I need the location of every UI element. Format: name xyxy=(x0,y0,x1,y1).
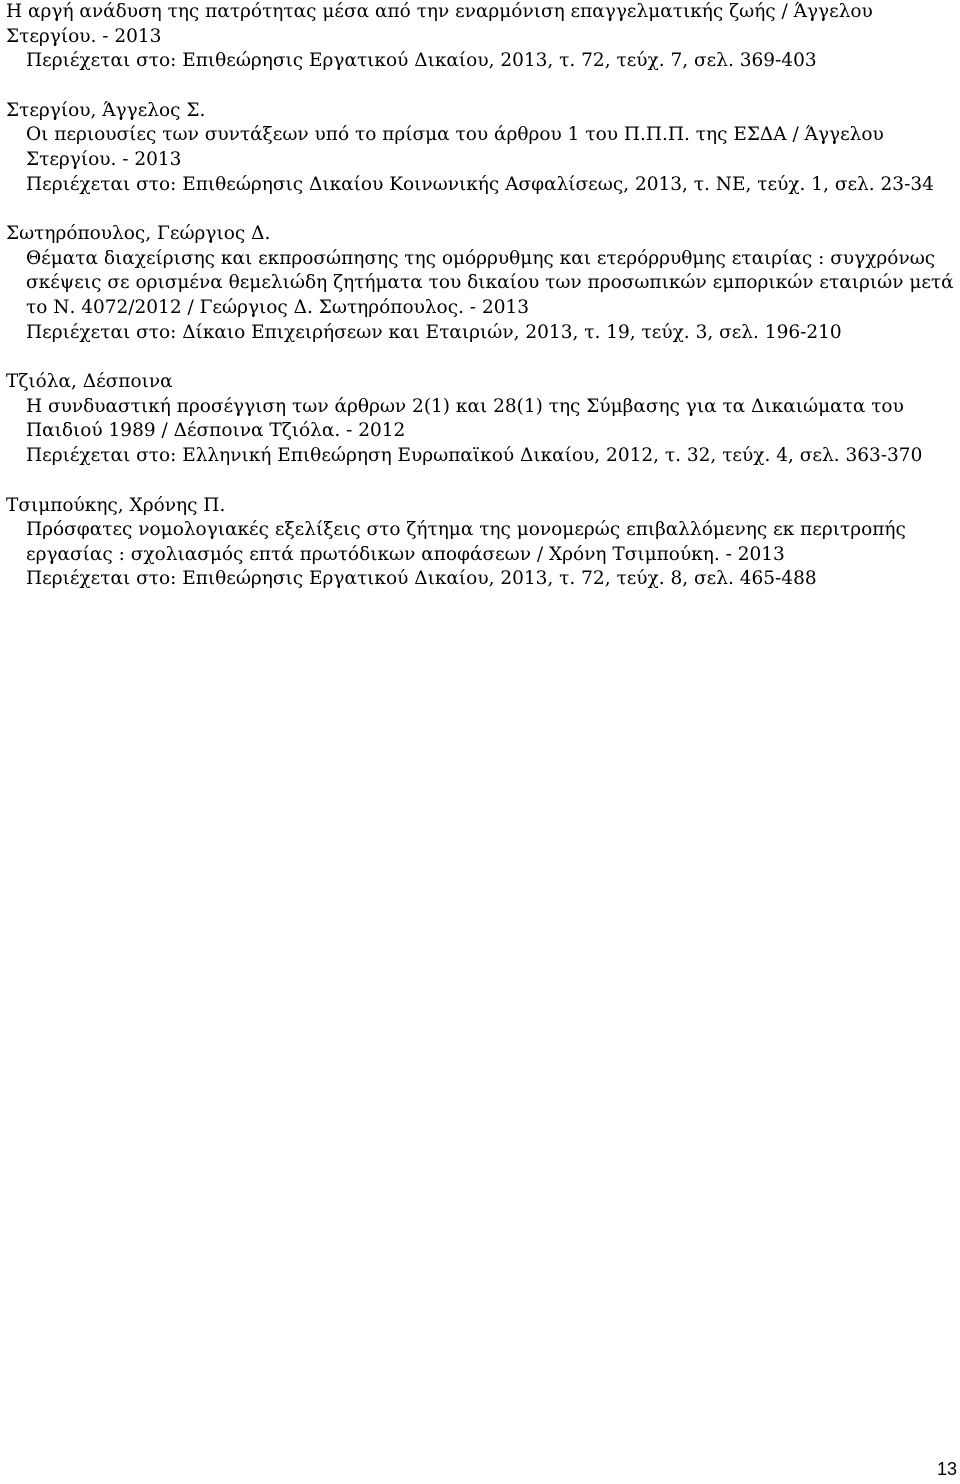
entry-source: Περιέχεται στο: Δίκαιο Επιχειρήσεων και Εταιριών, 2013, τ. 19, τεύχ. 3, σελ. 196-210 xyxy=(26,321,842,343)
bibliography-entry xyxy=(6,370,956,468)
bibliography-entry xyxy=(6,0,956,74)
bibliography-entry xyxy=(6,494,956,592)
entry-title: Θέματα διαχείρισης και εκπροσώπησης της ομόρρυθμης και ετερόρρυθμης εταιρίας : συγχρόνως σκέψεις σε ορισμένα θεμελιώδη ζητήματα του δικαίου των προσωπικών εμπορικών εταιριών μετά το Ν. 4072/2012 / Γεώργιος Δ. Σωτηρόπουλος. - 2013 xyxy=(26,247,954,318)
entry-source: Περιέχεται στο: Επιθεώρησις Εργατικού Δικαίου, 2013, τ. 72, τεύχ. 7, σελ. 369-403 xyxy=(26,50,817,72)
entry-source: Περιέχεται στο: Επιθεώρησις Εργατικού Δικαίου, 2013, τ. 72, τεύχ. 8, σελ. 465-488 xyxy=(26,568,817,590)
entry-author: Σωτηρόπουλος, Γεώργιος Δ. xyxy=(6,223,271,245)
bibliography-entry xyxy=(6,99,956,197)
entry-source: Περιέχεται στο: Επιθεώρησις Δικαίου Κοινωνικής Ασφαλίσεως, 2013, τ. ΝΕ, τεύχ. 1, σελ. 23-34 xyxy=(26,173,934,195)
entry-author: Τζιόλα, Δέσποινα xyxy=(6,371,173,393)
entry-title: Η συνδυαστική προσέγγιση των άρθρων 2(1) και 28(1) της Σύμβασης για τα Δικαιώματα του Παιδιού 1989 / Δέσποινα Τζιόλα. - 2012 xyxy=(26,395,904,442)
entry-title: Πρόσφατες νομολογιακές εξελίξεις στο ζήτημα της μονομερώς επιβαλλόμενης εκ περιτροπής εργασίας : σχολιασμός επτά πρωτόδικων αποφάσεων / Χρόνη Τσιμπούκη. - 2013 xyxy=(26,519,906,565)
bibliography-entry xyxy=(6,222,956,345)
page-number: 13 xyxy=(936,1459,957,1479)
entry-title: Οι περιουσίες των συντάξεων υπό το πρίσμα του άρθρου 1 του Π.Π.Π. της ΕΣΔΑ / Άγγελου Στεργίου. - 2013 xyxy=(26,124,884,170)
entry-author: Στεργίου, Άγγελος Σ. xyxy=(6,99,206,121)
entry-source: Περιέχεται στο: Ελληνική Επιθεώρηση Ευρωπαϊκού Δικαίου, 2012, τ. 32, τεύχ. 4, σελ. 363-370 xyxy=(26,444,923,466)
entry-author: Τσιμπούκης, Χρόνης Π. xyxy=(6,494,226,516)
entry-title: Η αργή ανάδυση της πατρότητας μέσα από την εναρμόνιση επαγγελματικής ζωής / Άγγελου Στεργίου. - 2013 xyxy=(6,1,873,47)
bibliography-list xyxy=(6,0,956,592)
